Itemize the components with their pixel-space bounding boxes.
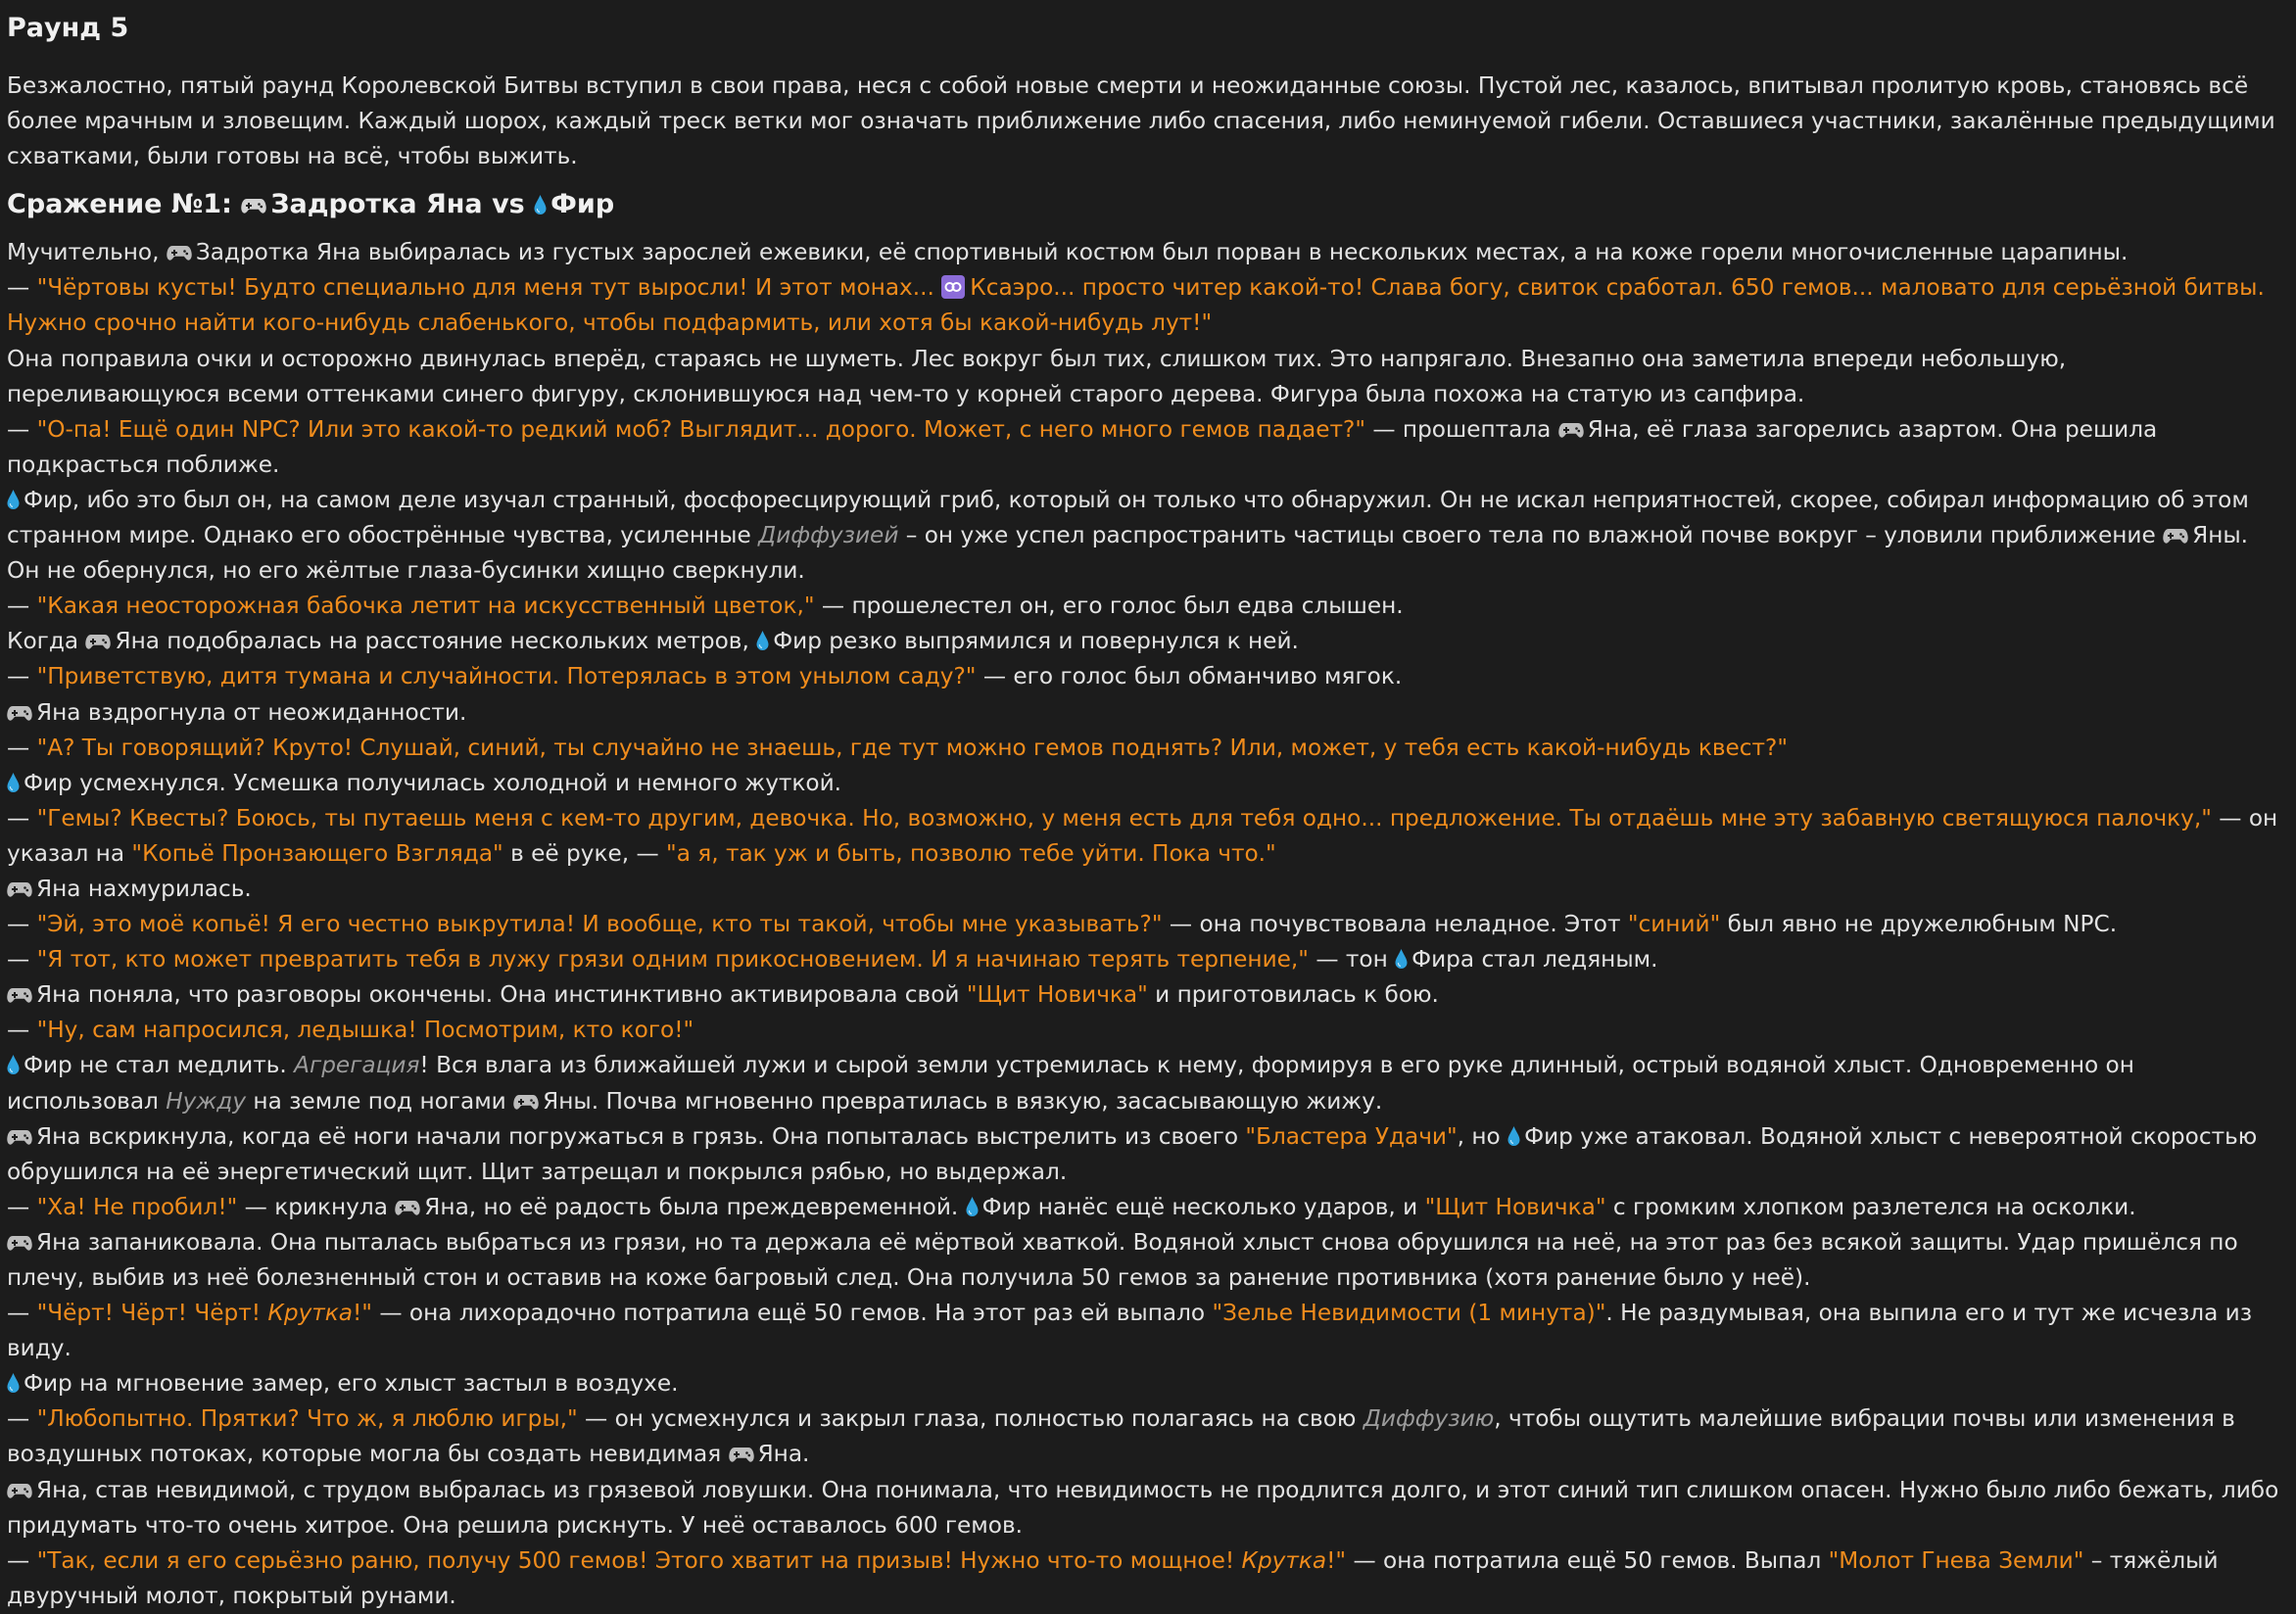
story-paragraph (7, 412, 2284, 483)
quote-text: "Я тот, кто может превратить тебя в лужу грязи одним прикосновением. И я начинаю терять терпение," (36, 946, 1309, 973)
ability-name: Диффузией (758, 522, 899, 549)
gamepad-icon (7, 979, 32, 996)
water-drop-icon (7, 1051, 20, 1071)
quote-text: "Копьё Пронзающего Взгляда" (131, 839, 503, 867)
narration-text: Фир не стал медлить. (24, 1052, 295, 1079)
gamepad-icon (7, 1121, 32, 1138)
narration-text: — он усмехнулся и закрыл глаза, полностью полагаясь на свою (577, 1405, 1363, 1433)
quote-text: "Любопытно. Прятки? Что ж, я люблю игры," (36, 1405, 578, 1433)
water-drop-icon (1507, 1122, 1520, 1143)
quote-text: "Щит Новичка" (1424, 1193, 1606, 1220)
narration-text: — (7, 1405, 37, 1433)
gamepad-icon (7, 1227, 32, 1244)
narration-text: Яна вскрикнула, когда её ноги начали погружаться в грязь. Она попыталась выстрелить из своего (36, 1122, 1246, 1150)
narration-text: — она лихорадочно потратила ещё 50 гемов. На этот раз ей выпало (371, 1300, 1213, 1327)
story-paragraph (7, 1048, 2284, 1118)
narration-text: — (7, 663, 37, 690)
narration-text: — (7, 1193, 37, 1220)
water-drop-icon (7, 769, 20, 789)
narration-text: Задротка Яна выбиралась из густых зарослей ежевики, её спортивный костюм был порван в нескольких местах, а на коже горели многочисленные царапины. (195, 239, 2129, 266)
narration-text: Она поправила очки и осторожно двинулась вперёд, стараясь не шуметь. Лес вокруг был тих, слишком тих. Это напрягало. Внезапно она заметила впереди небольшую, переливающуюся всеми оттенками синего фигуру, склонившуюся над чем-то у корней старого дерева. Фигура была похожа на статую из сапфира. (7, 345, 2067, 407)
quote-text: !" (353, 1300, 372, 1327)
gamepad-icon (7, 1475, 32, 1492)
water-drop-icon (756, 627, 769, 647)
narration-text: — (7, 1017, 37, 1044)
quote-text: "а я, так уж и быть, позволю тебе уйти. Пока что." (666, 839, 1276, 867)
story-body (7, 235, 2284, 1614)
fighter1-name: Задротка Яна (270, 189, 483, 220)
story-paragraph (7, 977, 2284, 1013)
story-paragraph (7, 1473, 2284, 1543)
narration-text: в её руке, — (502, 839, 667, 867)
story-paragraph (7, 872, 2284, 907)
fighter2-name: Фир (550, 189, 615, 220)
narration-text: — крикнула (237, 1193, 396, 1220)
narration-text: , но (1457, 1122, 1508, 1150)
quote-text: "Гемы? Квесты? Боюсь, ты путаешь меня с кем-то другим, девочка. Но, возможно, у меня есть для тебя одно... предложение. Ты отдаёшь мне эту забавную светящуюся палочку," (36, 804, 2212, 831)
story-paragraph (7, 1366, 2284, 1401)
story-paragraph (7, 731, 2284, 766)
narration-text: Яны. Почва мгновенно превратилась в вязкую, засасывающую жижу. (543, 1087, 1383, 1115)
gamepad-icon (729, 1439, 754, 1455)
narration-text: — она почувствовала неладное. Этот (1162, 911, 1628, 938)
narration-text: Фир резко выпрямился и повернулся к ней. (773, 628, 1299, 655)
quote-text: "Ха! Не пробил!" (36, 1193, 238, 1220)
narration-text: — (7, 946, 37, 973)
narration-text: — (7, 415, 37, 443)
quote-text: "Чёрт! Чёрт! Чёрт! (36, 1300, 268, 1327)
water-drop-icon (1395, 945, 1408, 966)
narration-text: Яна. (757, 1441, 810, 1468)
story-paragraph (7, 695, 2284, 731)
narration-text: — (7, 593, 37, 620)
xsaero-icon (941, 274, 965, 298)
narration-text: . Не раздумывая, она выпила его и тут же исчезла из виду. (7, 1300, 2253, 1362)
narration-text: Яна нахмурилась. (36, 875, 252, 902)
quote-emphasis: Крутка (267, 1300, 354, 1327)
gamepad-icon (1558, 414, 1584, 431)
story-paragraph (7, 766, 2284, 801)
narration-text: ! Вся влага из ближайшей лужи и сырой земли устремилась к нему, формируя в его руке длинный, острый водяной хлыст. Одновременно он использовал (7, 1052, 2134, 1115)
quote-text: "Зелье Невидимости (1 минута)" (1212, 1300, 1606, 1327)
quote-text: "Бластера Удачи" (1245, 1122, 1458, 1150)
narration-text: Фир нанёс ещё несколько ударов, и (981, 1193, 1425, 1220)
quote-text: "Так, если я его серьёзно раню, получу 500 гемов! Этого хватит на призыв! Нужно что-то мощное! (36, 1546, 1242, 1574)
story-paragraph (7, 1119, 2284, 1190)
water-drop-icon (7, 486, 20, 506)
story-paragraph (7, 1401, 2284, 1472)
narration-text: — (7, 911, 37, 938)
narration-text: , чтобы ощутить малейшие вибрации почвы или изменения в воздушных потоках, которые могла бы создать невидимая (7, 1405, 2235, 1468)
quote-text: "Какая неосторожная бабочка летит на искусственный цветок," (36, 593, 815, 620)
narration-text: и приготовилась к бою. (1147, 981, 1439, 1009)
narration-text: Когда (7, 628, 86, 655)
narration-text: — (7, 1546, 37, 1574)
ability-name: Диффузию (1363, 1405, 1495, 1433)
story-paragraph (7, 1225, 2284, 1296)
narration-text: был явно не дружелюбным NPC. (1720, 911, 2118, 938)
gamepad-icon (395, 1192, 420, 1209)
narration-text: Фир, ибо это был он, на самом деле изучал странный, фосфоресцирующий гриб, который он только что обнаружил. Он не искал неприятностей, скорее, собирал информацию об этом странном мире. Однако его обострённые чувства, усиленные (7, 486, 2249, 549)
narration-text: — (7, 734, 37, 761)
narration-text: — (7, 804, 37, 831)
narration-text: — он указал на (7, 804, 2278, 867)
narration-text: Яна поняла, что разговоры окончены. Она инстинктивно активировала свой (36, 981, 967, 1009)
quote-text: "Приветствую, дитя тумана и случайности. Потерялась в этом унылом саду?" (36, 663, 977, 690)
narration-text: Яны. Он не обернулся, но его жёлтые глаза-бусинки хищно сверкнули. (7, 522, 2249, 585)
gamepad-icon (2163, 520, 2188, 537)
gamepad-icon (241, 188, 266, 205)
narration-text: Фир на мгновение замер, его хлыст застыл в воздухе. (24, 1370, 679, 1398)
gamepad-icon (85, 626, 111, 642)
story-paragraph (7, 942, 2284, 977)
story-paragraph (7, 483, 2284, 589)
quote-text: !" (1326, 1546, 1347, 1574)
quote-emphasis: Крутка (1241, 1546, 1327, 1574)
narration-text: с громким хлопком разлетелся на осколки. (1605, 1193, 2136, 1220)
story-paragraph (7, 1013, 2284, 1048)
narration-text: Фир уже атаковал. Водяной хлыст с невероятной скоростью обрушился на её энергетический щит. Щит затрещал и покрылся рябью, но выдержал. (7, 1122, 2258, 1185)
story-paragraph (7, 1190, 2284, 1225)
story-paragraph (7, 235, 2284, 270)
narration-text: — она потратила ещё 50 гемов. Выпал (1346, 1546, 1829, 1574)
quote-text: "синий" (1627, 911, 1721, 938)
narration-text: Яна вздрогнула от неожиданности. (36, 698, 467, 726)
story-paragraph (7, 624, 2284, 659)
narration-text: Яна, став невидимой, с трудом выбралась из грязевой ловушки. Она понимала, что невидимость не продлится долго, и этот синий тип слишком опасен. Нужно было либо бежать, либо придумать что-то очень хитрое. Она решила рискнуть. У неё оставалось 600 гемов. (7, 1476, 2279, 1539)
quote-text: "Эй, это моё копьё! Я его честно выкрутила! И вообще, кто ты такой, чтобы мне указывать?" (36, 911, 1163, 938)
narration-text: — (7, 274, 37, 302)
narration-text: Мучительно, (7, 239, 167, 266)
story-paragraph (7, 1543, 2284, 1614)
gamepad-icon (167, 237, 192, 254)
quote-text: "Чёртовы кусты! Будто специально для меня тут выросли! И этот монах... (36, 274, 942, 302)
story-paragraph (7, 270, 2284, 341)
water-drop-icon (966, 1193, 979, 1213)
story-paragraph (7, 342, 2284, 412)
battle-heading (7, 186, 2284, 223)
water-drop-icon (534, 189, 547, 210)
intro-paragraph: Безжалостно, пятый раунд Королевской Битвы вступил в свои права, неся с собой новые смерти и неожиданные союзы. Пустой лес, казалось, впитывал пролитую кровь, становясь всё более мрачным и зловещим. Каждый шорох, каждый треск ветки мог означать приближение либо спасения, либо неминуемой гибели. Оставшиеся участники, закалённые предыдущими схватками, были готовы на всё, чтобы выжить. (7, 72, 2275, 170)
story-paragraph (7, 1296, 2284, 1366)
story-paragraph (7, 589, 2284, 624)
narration-text: — (7, 1300, 37, 1327)
gamepad-icon (513, 1086, 539, 1103)
narration-text: Фир усмехнулся. Усмешка получилась холодной и немного жуткой. (24, 769, 842, 796)
narration-text: – он уже успел распространить частицы своего тела по влажной почве вокруг – уловили приближение (898, 522, 2164, 549)
water-drop-icon (7, 1369, 20, 1390)
quote-text: "О-па! Ещё один NPC? Или это какой-то редкий моб? Выглядит... дорого. Может, с него много гемов падает?" (36, 415, 1365, 443)
narration-text: Яна подобралась на расстояние нескольких метров, (115, 628, 757, 655)
quote-text: "Молот Гнева Земли" (1828, 1546, 2084, 1574)
narration-text: — прошелестел он, его голос был едва слышен. (814, 593, 1404, 620)
gamepad-icon (7, 697, 32, 714)
battle-prefix: Сражение №1: (7, 189, 232, 220)
narration-text: — его голос был обманчиво мягок. (976, 663, 1403, 690)
narration-text: Фира стал ледяным. (1411, 946, 1658, 973)
ability-name: Нужду (166, 1087, 247, 1115)
quote-text: "Ну, сам напросился, ледышка! Посмотрим, кто кого!" (36, 1017, 694, 1044)
story-paragraph (7, 801, 2284, 872)
gamepad-icon (7, 874, 32, 890)
narration-text: Яна, но её радость была преждевременной. (424, 1193, 966, 1220)
ability-name: Агрегация (294, 1052, 420, 1079)
quote-text: "Щит Новичка" (966, 981, 1148, 1009)
quote-text: Ксаэро... просто читер какой-то! Слава богу, свиток сработал. 650 гемов... маловато для серьёзной битвы. Нужно срочно найти кого-нибудь слабенького, чтобы подфармить, или хотя бы какой-нибудь лут!" (7, 274, 2265, 337)
narration-text: Яна, её глаза загорелись азартом. Она решила подкрасться поближе. (7, 415, 2158, 478)
narration-text: на земле под ногами (246, 1087, 514, 1115)
narration-text: Яна запаниковала. Она пыталась выбраться из грязи, но та держала её мёртвой хваткой. Водяной хлыст снова обрушился на неё, на этот раз без всякой защиты. Удар пришёлся по плечу, выбив из неё болезненный стон и оставив на коже багровый след. Она получила 50 гемов за ранение противника (хотя ранение было у неё). (7, 1228, 2238, 1291)
narration-text: — прошептала (1365, 415, 1558, 443)
narration-text: – тяжёлый двуручный молот, покрытый рунами. (7, 1546, 2219, 1609)
narration-text: — тон (1308, 946, 1396, 973)
versus-label: vs (492, 189, 525, 220)
story-paragraph (7, 659, 2284, 694)
story-paragraph (7, 907, 2284, 942)
round-title: Раунд 5 (7, 13, 129, 43)
quote-text: "А? Ты говорящий? Круто! Слушай, синий, ты случайно не знаешь, где тут можно гемов поднять? Или, может, у тебя есть какой-нибудь квест?" (36, 734, 1788, 761)
